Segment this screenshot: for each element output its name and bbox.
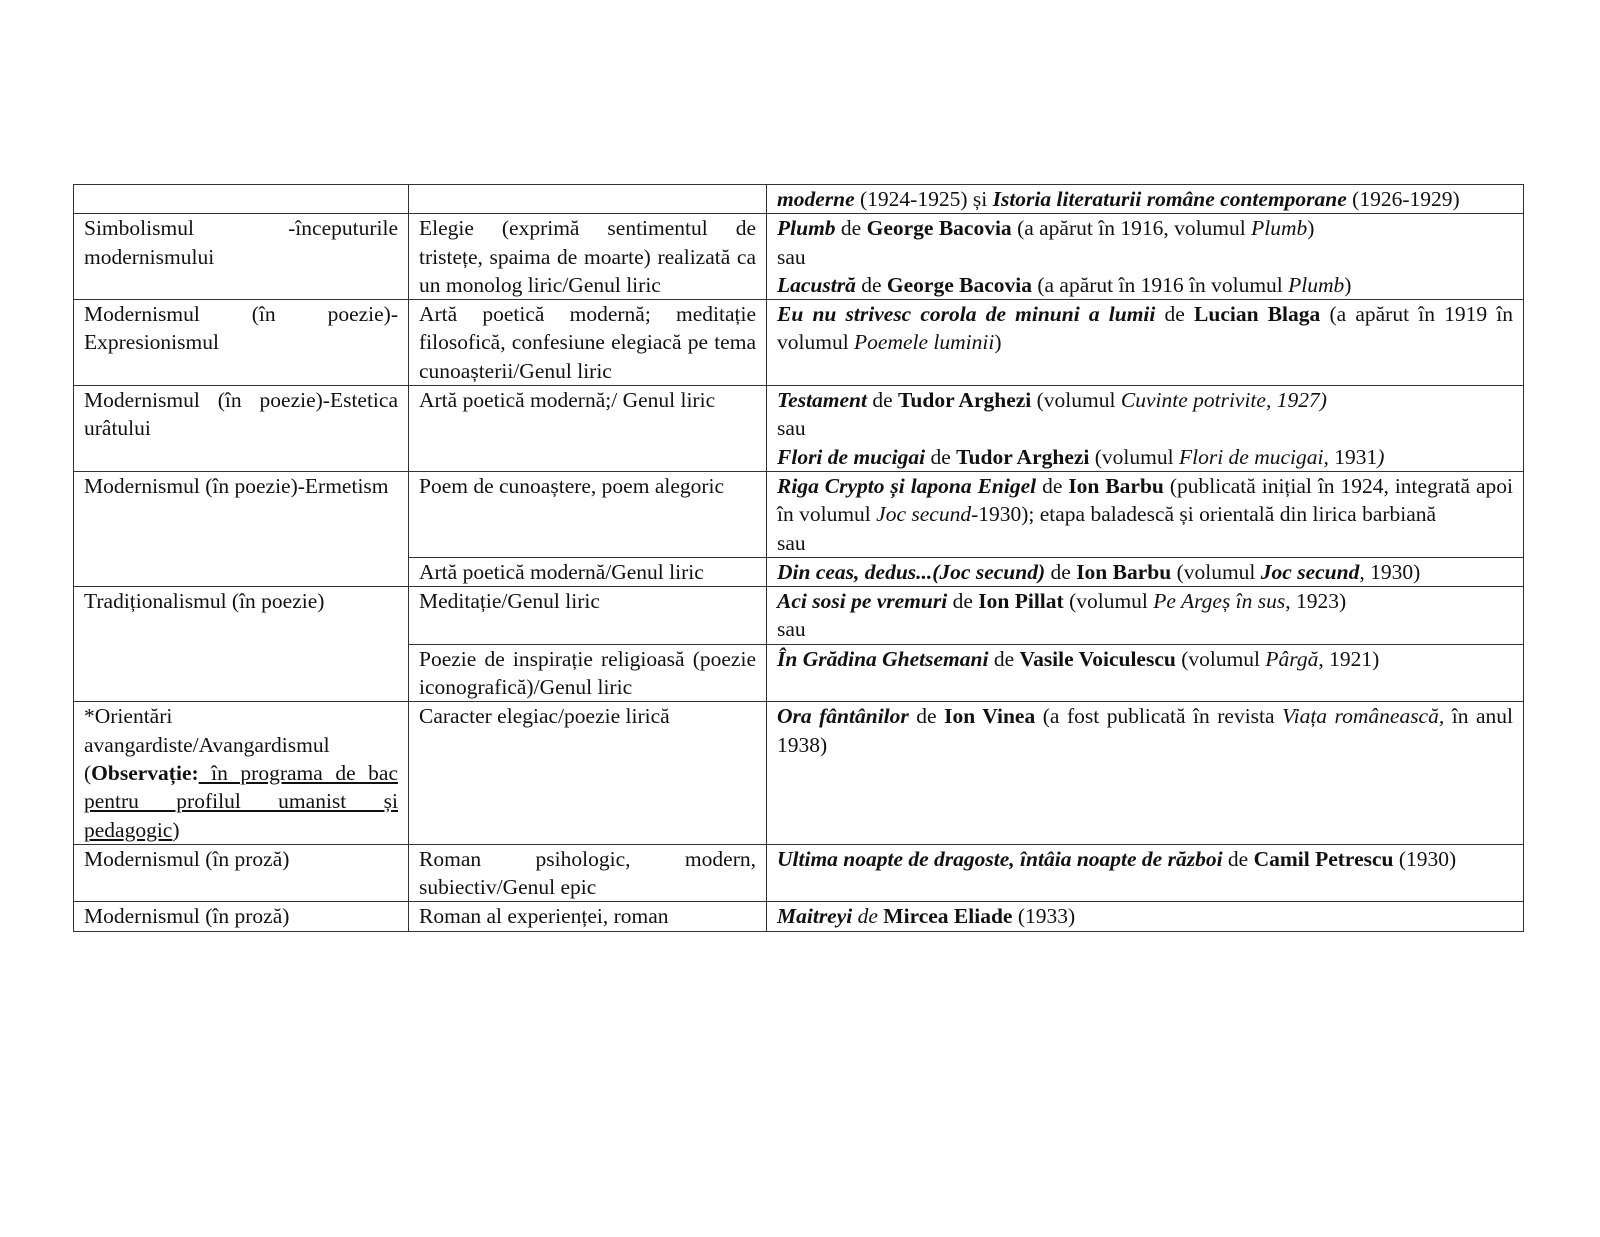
genre-cell: Artă poetică modernă;/ Genul liric [409, 386, 767, 472]
work-title: Plumb [777, 216, 836, 241]
table-row [74, 702, 1524, 844]
table-row [74, 214, 1524, 300]
work-title: Lacustră [777, 272, 856, 297]
works-cell: moderne (1924-1925) și Istoria literaturii române contemporane (1926-1929) [767, 185, 1524, 214]
author-name: Lucian Blaga [1194, 302, 1321, 327]
work-title: Maitreyi [777, 904, 853, 929]
table-row [74, 386, 1524, 472]
current-cell: Modernismul (în proză) [74, 902, 409, 931]
genre-cell: Roman psihologic, modern, subiectiv/Genul epic [409, 844, 767, 902]
works-cell: Eu nu strivesc corola de minuni a lumii de Lucian Blaga (a apărut în 1919 în volumul Poemele luminii) [767, 300, 1524, 386]
current-cell: Simbolismul -începuturile modernismului [74, 214, 409, 300]
observation-note: în programa de bac pentru profilul umanist și pedagogic [84, 760, 398, 842]
alternative-label: sau [777, 530, 806, 555]
author-name: Ion Barbu [1076, 559, 1172, 584]
author-name: Camil Petrescu [1253, 846, 1394, 871]
works-cell: Maitreyi de Mircea Eliade (1933) [767, 902, 1524, 931]
author-name: Ion Barbu [1068, 473, 1164, 498]
author-name: Ion Pillat [978, 589, 1064, 614]
author-name: Ion Vinea [944, 704, 1036, 729]
work-title: Istoria literaturii române contemporane [992, 187, 1347, 211]
work-title: Ora fântânilor [777, 704, 909, 729]
work-title: moderne [777, 187, 855, 211]
volume-title: Joc secund [1260, 559, 1360, 584]
works-cell: Din ceas, dedus...(Joc secund) de Ion Barbu (volumul Joc secund, 1930) [767, 557, 1524, 586]
author-name: Tudor Arghezi [956, 444, 1090, 469]
genre-cell [409, 185, 767, 214]
genre-cell: Elegie (exprimă sentimentul de tristețe, spaima de moarte) realizată ca un monolog liric/Genul liric [409, 214, 767, 300]
current-cell: Tradiționalismul (în poezie) [74, 587, 409, 702]
table-row [74, 844, 1524, 902]
author-name: Vasile Voiculescu [1019, 646, 1176, 671]
genre-cell: Caracter elegiac/poezie lirică [409, 702, 767, 844]
alternative-label: sau [777, 617, 806, 642]
author-name: Tudor Arghezi [898, 388, 1032, 413]
current-cell [74, 185, 409, 214]
alternative-label: sau [777, 244, 806, 269]
observation-label: Observație: [91, 760, 199, 785]
table-row [74, 185, 1524, 214]
works-cell: Aci sosi pe vremuri de Ion Pillat (volumul Pe Argeș în sus, 1923) sau [767, 587, 1524, 645]
table-row [74, 587, 1524, 645]
work-title: Flori de mucigai [777, 444, 926, 469]
works-cell: Plumb de George Bacovia (a apărut în 1916, volumul Plumb) sau Lacustră de George Bacovia (a apărut în 1916 în volumul Plumb) [767, 214, 1524, 300]
author-name: George Bacovia [866, 216, 1012, 241]
work-title: Ultima noapte de dragoste, întâia noapte de război [777, 846, 1223, 871]
current-cell: Modernismul (în proză) [74, 844, 409, 902]
current-cell: Modernismul (în poezie)-Estetica urâtului [74, 386, 409, 472]
works-cell: În Grădina Ghetsemani de Vasile Voiculescu (volumul Pârgă, 1921) [767, 644, 1524, 702]
table-row [74, 300, 1524, 386]
author-name: Mircea Eliade [883, 904, 1013, 929]
work-title: Eu nu strivesc corola de minuni a lumii [777, 302, 1156, 327]
genre-cell: Artă poetică modernă; meditație filosofică, confesiune elegiacă pe tema cunoașterii/Genul liric [409, 300, 767, 386]
works-cell: Riga Crypto și lapona Enigel de Ion Barbu (publicată inițial în 1924, integrată apoi în volumul Joc secund-1930); etapa baladescă și orientală din lirica barbiană sau [767, 471, 1524, 557]
literature-table [73, 184, 1524, 932]
genre-cell: Poem de cunoaștere, poem alegoric [409, 471, 767, 557]
work-title: Testament [777, 388, 867, 413]
alternative-label: sau [777, 416, 806, 441]
genre-cell: Artă poetică modernă/Genul liric [409, 557, 767, 586]
works-cell: Testament de Tudor Arghezi (volumul Cuvinte potrivite, 1927) sau Flori de mucigai de Tudor Arghezi (volumul Flori de mucigai, 1931) [767, 386, 1524, 472]
works-cell: Ora fântânilor de Ion Vinea (a fost publicată în revista Viața românească, în anul 1938) [767, 702, 1524, 844]
work-title: Aci sosi pe vremuri [777, 589, 948, 614]
genre-cell: Roman al experienței, roman [409, 902, 767, 931]
works-cell: Ultima noapte de dragoste, întâia noapte de război de Camil Petrescu (1930) [767, 844, 1524, 902]
current-cell: *Orientări avangardiste/Avangardismul (Observație: în programa de bac pentru profilul umanist și pedagogic) [74, 702, 409, 844]
genre-cell: Poezie de inspirație religioasă (poezie iconografică)/Genul liric [409, 644, 767, 702]
current-cell: Modernismul (în poezie)-Expresionismul [74, 300, 409, 386]
table-row [74, 902, 1524, 931]
author-name: George Bacovia [886, 272, 1032, 297]
work-title: În Grădina Ghetsemani [777, 646, 989, 671]
table-row [74, 471, 1524, 557]
current-cell: Modernismul (în poezie)-Ermetism [74, 471, 409, 586]
work-title: Riga Crypto și lapona Enigel [777, 473, 1037, 498]
genre-cell: Meditație/Genul liric [409, 587, 767, 645]
work-title: Din ceas, dedus...(Joc secund) [777, 559, 1046, 584]
